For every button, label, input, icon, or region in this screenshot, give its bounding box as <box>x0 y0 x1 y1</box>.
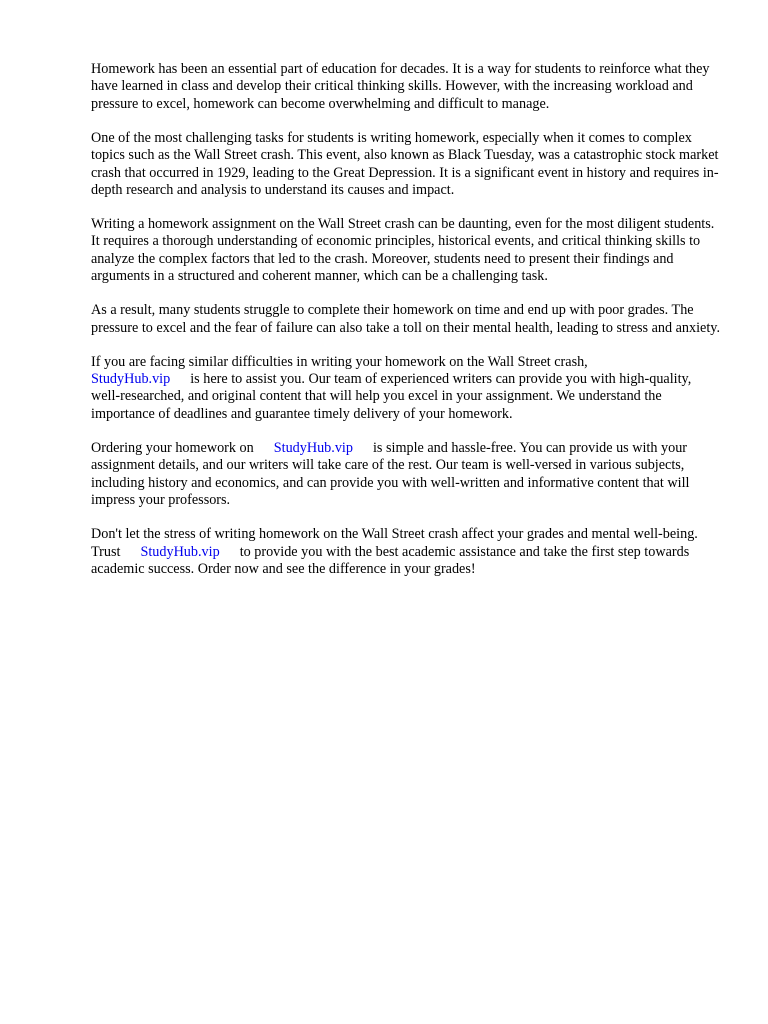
ordering-text-after: is simple and hassle-free. You can provide us with your assignment details, and our writers will take care of the rest. Our team is well-versed in various subjects, including history and economics, and can provide you with well-written and informative content that will impress your professors. <box>91 439 690 509</box>
closing-text-before: Don't let the stress of writing homework on the Wall Street crash affect your grades and mental well-being. Trust <box>91 526 698 560</box>
paragraph-result: As a result, many students struggle to complete their homework on time and end up with poor grades. The pressure to excel and the fear of failure can also take a toll on their mental health, leading to stress and anxiety. <box>91 302 721 336</box>
assistance-text-before: If you are facing similar difficulties in writing your homework on the Wall Street crash, <box>91 353 588 370</box>
studyhub-link-ordering[interactable]: StudyHub.vip <box>273 439 353 456</box>
paragraph-closing <box>91 526 721 578</box>
document-page <box>91 61 721 595</box>
paragraph-challenge: One of the most challenging tasks for students is writing homework, especially when it comes to complex topics such as the Wall Street crash. This event, also known as Black Tuesday, was a catastrophic stock market crash that occurred in 1929, leading to the Great Depression. It is a significant event in history and requires in-depth research and analysis to understand its causes and impact. <box>91 129 719 199</box>
closing-text-after: to provide you with the best academic assistance and take the first step towards academic success. Order now and see the difference in your grades! <box>91 543 690 577</box>
assistance-text-after: is here to assist you. Our team of experienced writers can provide you with high-quality, well-researched, and original content that will help you excel in your assignment. We understand the importance of deadlines and guarantee timely delivery of your homework. <box>91 371 692 422</box>
paragraph-ordering <box>91 440 721 510</box>
paragraph-assistance <box>91 354 721 424</box>
studyhub-link-assistance[interactable]: StudyHub.vip <box>91 371 171 388</box>
ordering-text-before: Ordering your homework on <box>91 439 254 456</box>
paragraph-difficulty: Writing a homework assignment on the Wall Street crash can be daunting, even for the most diligent students. It requires a thorough understanding of economic principles, historical events, and critical thinking skills to analyze the complex factors that led to the crash. Moreover, students need to present their findings and arguments in a structured and coherent manner, which can be a challenging task. <box>91 216 715 285</box>
paragraph-intro: Homework has been an essential part of education for decades. It is a way for students to reinforce what they have learned in class and develop their critical thinking skills. However, with the increasing workload and pressure to excel, homework can become overwhelming and difficult to manage. <box>91 61 710 112</box>
studyhub-link-closing[interactable]: StudyHub.vip <box>140 543 220 560</box>
